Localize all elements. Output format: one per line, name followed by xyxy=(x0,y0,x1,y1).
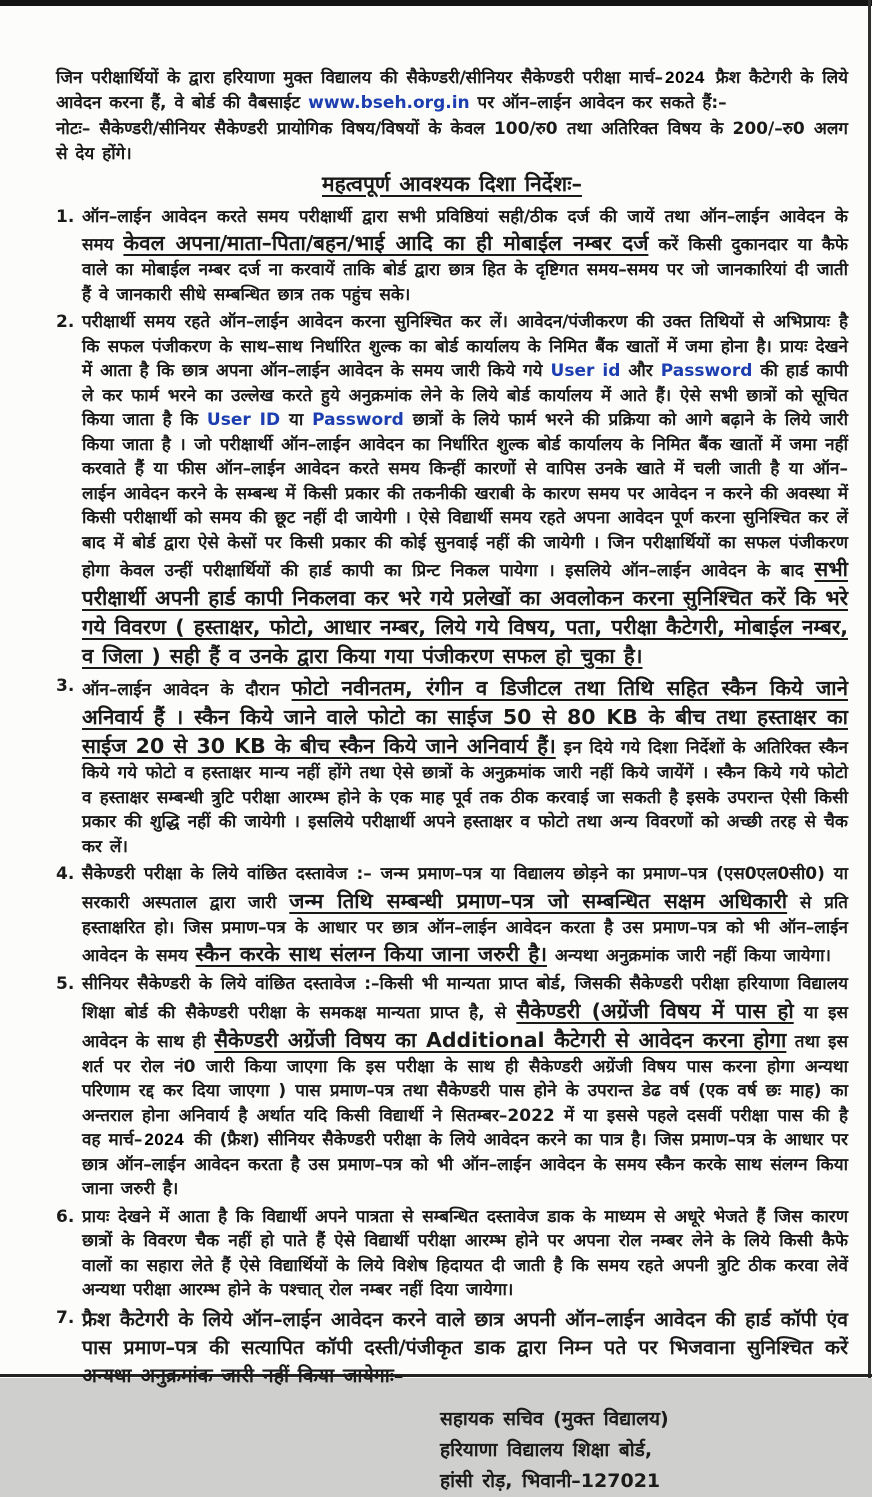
instruction-item-3 xyxy=(56,674,848,859)
intro-text-2: फ्रैश कैटेगरी के लिये आवेदन करना हैं, वे बोर्ड की वैबसाईट xyxy=(56,68,848,113)
item-2-text-a: परीक्षार्थी समय रहते ऑन–लाईन आवेदन करना सुनिश्चित कर लें। आवेदन/पंजीकरण की उक्त तिथियों से अभिप्रायः है कि सफल पंजीकरण के साथ–साथ निर्धारित शुल्क का बोर्ड कार्यालय के निमित बैंक खातों में जमा होना है। प्रायः देखने में आता है कि छात्र अपना ऑन–लाईन आवेदन के समय जारी किये गये xyxy=(82,312,848,381)
intro-text-3: पर ऑन–लाईन आवेदन कर सकते हैं:– xyxy=(469,92,727,113)
item-4-emphasis-1: जन्म तिथि सम्बन्धी प्रमाण–पत्र जो सम्बन्धित सक्षम अधिकारी xyxy=(289,888,788,913)
instruction-item-7 xyxy=(56,1306,848,1390)
password-label: Password xyxy=(660,361,753,381)
item-2-text-c: की हार्ड कापी ले कर फार्म भरने का उल्लेख करते हुये अनुक्रमांक लेने के लिये बोर्ड कार्यालय में आते हैं। ऐसे सभी छात्रों को सूचित किया जाता है कि xyxy=(82,361,848,430)
intro-paragraph xyxy=(56,66,848,115)
instruction-item-1 xyxy=(56,205,848,308)
item-number-2: 2. xyxy=(56,312,75,332)
page-title: महत्वपूर्ण आवश्यक दिशा निर्देशः– xyxy=(322,172,582,196)
item-2-text-e: छात्रों के लिये फार्म भरने की प्रक्रिया को आगे बढ़ाने के लिये जारी किया जाता है । जो परीक्षार्थी ऑन–लाईन आवेदन का निर्धारित शुल्क बोर्ड कार्यालय के निमित बैंक खातों में जमा नहीं करवाते हैं या फीस ऑन–लाईन आवेदन करते समय किन्हीं कारणों से वापिस उनके खाते में चली जाती है या ऑन–लाईन आवेदन करने के सम्बन्ध में किसी प्रकार की तकनीकी खराबी के कारण समय पर आवेदन न करने की अवस्था में किसी परीक्षार्थी को समय की छूट नहीं दी जायेगी । ऐसे विद्यार्थी समय रहते अपना आवेदन पूर्ण करना सुनिश्चित कर लें बाद में बोर्ड द्वारा ऐसे केसों पर किसी प्रकार की कोई सुनवाई नहीं की जायेगी । जिन परीक्षार्थियों का सफल पंजीकरण होगा केवल उन्हीं परीक्षार्थियों की हार्ड कापी का प्रिन्ट निकल पायेगा । इसलिये ऑन–लाईन आवेदन के बाद xyxy=(82,410,848,581)
heading-wrap xyxy=(56,172,848,199)
exam-year-2: 2024 xyxy=(144,1130,185,1149)
item-2-emphasis: सभी परीक्षार्थी अपनी हार्ड कापी निकलवा कर भरे गये प्रलेखों का अवलोकन करना सुनिश्चित करें कि भरे गये विवरण ( हस्ताक्षर, फोटो, आधार नम्बर, लिये गये विषय, पता, परीक्षा कैटेगरी, मोबाईल नम्बर, व जिला ) सही हैं व उनके द्वारा किया गया पंजीकरण सफल हो चुका है। xyxy=(82,557,848,668)
signature-organization: हरियाणा विद्यालय शिक्षा बोर्ड, xyxy=(440,1438,653,1461)
item-2-text-d: या xyxy=(280,410,313,430)
item-5-text-d: की (फ्रैश) सीनियर सैकेण्डरी परीक्षा के लिये आवेदन करने का पात्र है। जिस प्रमाण–पत्र के आधार पर छात्र ऑन–लाईन आवेदन करता है उस प्रमाण–पत्र को भी ऑन–लाईन आवेदन के समय स्कैन करके साथ संलग्न किया जाना जरुरी है। xyxy=(82,1130,848,1199)
item-3-text-a: ऑन–लाईन आवेदन के दौरान xyxy=(82,680,292,700)
signature-designation: सहायक सचिव (मुक्त विद्यालय) xyxy=(440,1407,669,1430)
item-5-text-b: या इस आवेदन के साथ ही xyxy=(82,1002,848,1052)
item-number-5: 5. xyxy=(56,974,75,994)
password-label-2: Password xyxy=(312,410,404,430)
intro-text-1: जिन परीक्षार्थियों के द्वारा हरियाणा मुक्त विद्यालय की सैकेण्डरी/सीनियर सैकेण्डरी परीक्षा मार्च– xyxy=(56,68,664,88)
item-number-3: 3. xyxy=(56,676,75,696)
item-4-text-b: से प्रति हस्ताक्षरित हो। जिस प्रमाण–पत्र के आधार पर छात्र ऑन–लाईन आवेदन करता है उस प्रमाण–पत्र को भी ऑन–लाईन आवेदन के समय xyxy=(82,892,848,966)
user-id-label: User id xyxy=(550,361,621,381)
item-3-text-b: इन दिये गये दिशा निर्देशों के अतिरिक्त स्कैन किये गये फोटो व हस्ताक्षर मान्य नहीं होंगे तथा ऐसे छात्रों के अनुक्रमांक जारी नहीं किये जायेंगें । स्कैन किये गये फोटो व हस्ताक्षर सम्बन्धी त्रुटि परीक्षा आरम्भ होने के एक माह पूर्व तक ठीक करवाई जा सकती है इसके उपरान्त ऐसी किसी प्रकार की शुद्धि नहीं की जायेगी । इसलिये परीक्षार्थी अपने हस्ताक्षर व फोटो तथा अन्य विवरणों को अच्छी तरह से चैक कर लें। xyxy=(82,738,848,857)
signature-address: हांसी रोड़, भिवानी–127021 xyxy=(440,1469,661,1492)
scan-border-top xyxy=(0,0,872,6)
notice-content xyxy=(56,66,848,1497)
item-number-4: 4. xyxy=(56,864,75,884)
item-2-text-b: और xyxy=(620,361,661,381)
user-id-label-2: User ID xyxy=(206,410,281,430)
item-1-text-a: ऑन–लाईन आवेदन करते समय परीक्षार्थी द्वारा सभी प्रविष्ठियां सही/ठीक दर्ज की जायें तथा ऑन–लाईन आवेदन के समय xyxy=(82,206,848,255)
item-1-emphasis: केवल अपना/माता–पिता/बहन/भाई आदि का ही मोबाईल नम्बर दर्ज xyxy=(123,231,649,255)
item-number-6: 6. xyxy=(56,1206,75,1227)
instruction-item-4 xyxy=(56,862,848,969)
item-7-text: फ्रैश कैटेगरी के लिये ऑन–लाईन आवेदन करने वाले छात्र अपनी ऑन–लाईन आवेदन की हार्ड कॉपी एंव पास प्रमाण–पत्र की सत्यापित कॉपी दस्ती/पंजीकृत डाक द्वारा निम्न पते पर भिजवाना सुनिश्चित करें अन्यथा अनुक्रमांक जारी नहीं किया जायेगाः– xyxy=(82,1307,848,1387)
signature-block xyxy=(440,1404,848,1497)
item-1-text-b: करें किसी दुकानदार या कैफे वाले का मोबाईल नम्बर दर्ज ना करवायें ताकि बोर्ड द्वारा छात्र हित के दृष्टिगत समय–समय पर जो जानकारियां दी जाती हैं वे जानकारी सीधे सम्बन्धित छात्र तक पहुंच सके। xyxy=(82,235,849,305)
item-number-7: 7. xyxy=(56,1307,75,1328)
item-number-1: 1. xyxy=(56,206,75,227)
item-4-text-a: सैकेण्डरी परीक्षा के लिये वांछित दस्तावेज :– जन्म प्रमाण–पत्र या विद्यालय छोड़ने का प्रमाण–पत्र (एस0एल0सी0) या सरकारी अस्पताल द्वारा जारी xyxy=(82,864,848,913)
item-5-emphasis-1: सैकेण्डरी (अग्रेंजी विषय में पास हो xyxy=(516,998,794,1023)
item-4-text-c: अन्यथा अनुक्रमांक जारी नहीं किया जायेगा। xyxy=(547,946,831,966)
scan-border-right xyxy=(868,0,871,1378)
item-5-text-a: सीनियर सैकेण्डरी के लिये वांछित दस्तावेज :–किसी भी मान्यता प्राप्त बोर्ड, जिसकी सैकेण्डरी परीक्षा हरियाणा विद्यालय शिक्षा बोर्ड की सैकेण्डरी परीक्षा के समकक्ष मान्यता प्राप्त है, से xyxy=(82,974,848,1023)
item-5-text-c: तथा इस शर्त पर रोल नं0 जारी किया जाएगा कि इस परीक्षा के साथ ही सैकेण्डरी अग्रेंजी विषय पास करना होगा अन्यथा परिणाम रद्द कर दिया जाएगा ) पास प्रमाण–पत्र तथा सैकेण्डरी पास होने के उपरान्त डेढ वर्ष (एक वर्ष छः माह) का अन्तराल होना अनिवार्य है अर्थात यदि किसी विद्यार्थी ने सितम्बर–2022 में या इससे पहले दसवीं परीक्षा पास की है वह मार्च– xyxy=(82,1031,848,1150)
instruction-item-5 xyxy=(56,972,848,1202)
instruction-item-6 xyxy=(56,1205,848,1303)
item-5-emphasis-2: सैकेण्डरी अग्रेंजी विषय का Additional कैटेगरी से आवेदन करना होगा xyxy=(214,1027,787,1052)
item-4-emphasis-2: स्कैन करके साथ संलग्न किया जाना जरुरी है। xyxy=(195,942,547,966)
item-3-emphasis: फोटो नवीनतम, रंगीन व डिजीटल तथा तिथि सहित स्कैन किये जाने अनिवार्य हैं । स्कैन किये जाने वाले फोटो का साईज 50 से 80 KB के बीच तथा हस्ताक्षर का साईज 20 से 30 KB के बीच स्कैन किये जाने अनिवार्य हैं। xyxy=(82,676,848,758)
board-website-link[interactable]: www.bseh.org.in xyxy=(308,92,470,113)
instruction-item-2 xyxy=(56,310,848,671)
exam-year: 2024 xyxy=(665,68,705,87)
fee-note: नोटः– सैकेण्डरी/सीनियर सैकेण्डरी प्रायोगिक विषय/विषयों के केवल 100/रु0 तथा अतिरिक्त विषय के 200/–रु0 अलग से देय होंगे। xyxy=(56,119,848,164)
item-6-text: प्रायः देखने में आता है कि विद्यार्थी अपने पात्रता से सम्बन्धित दस्तावेज डाक के माध्यम से अधूरे भेजते हैं जिस कारण छात्रों के विवरण चैक नहीं हो पाते हैं ऐसे विद्यार्थी परीक्षा आरम्भ होने पर अपना रोल नम्बर लेने के लिये किसी कैफे वालों का सहारा लेते हैं ऐसे विद्यार्थियों के लिये विशेष हिदायत दी जाती है कि समय रहते अपनी त्रुटि ठीक करवा लेवें अन्यथा परीक्षा आरम्भ होने के पश्चात् रोल नम्बर नहीं दिया जायेगा। xyxy=(82,1206,848,1300)
